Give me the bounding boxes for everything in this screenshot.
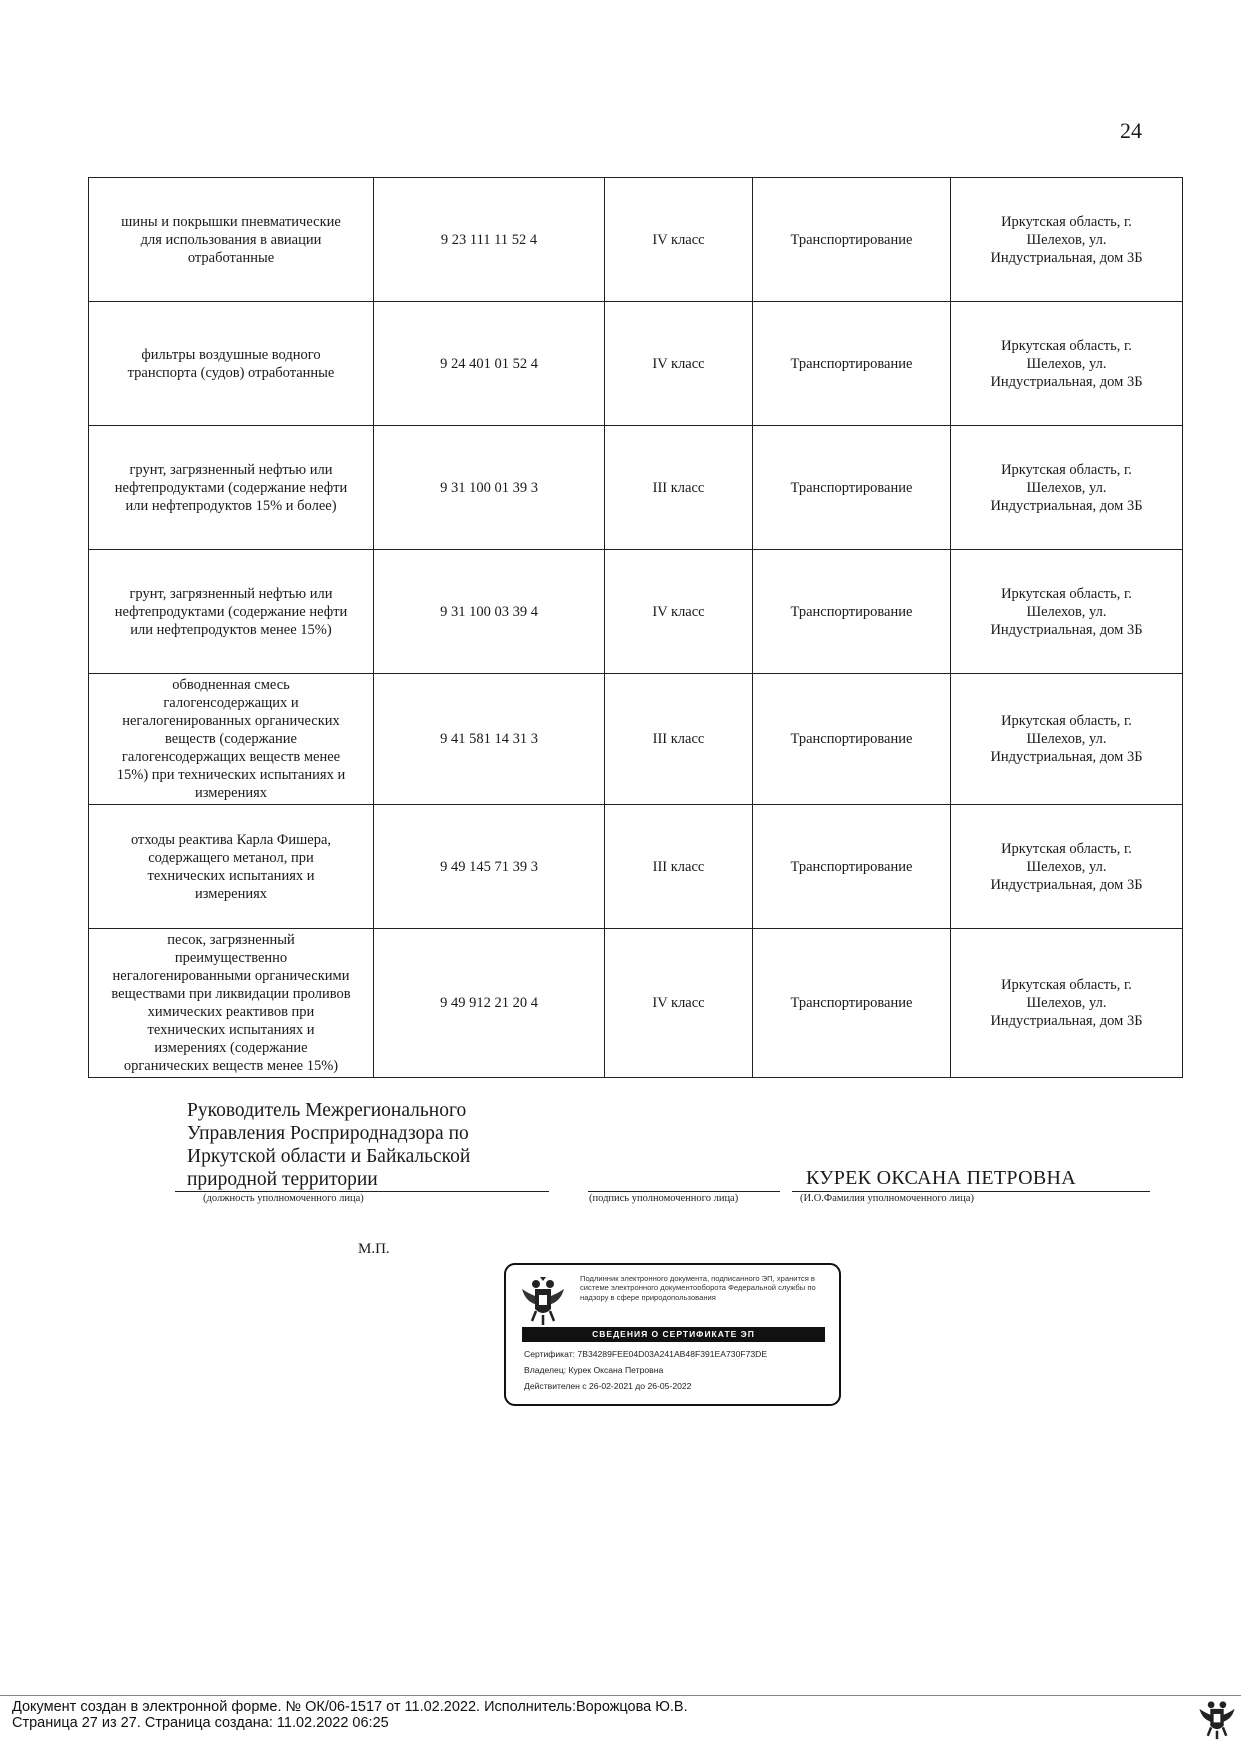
table-row: [89, 805, 1183, 929]
document-footer: [12, 1699, 688, 1731]
hazard-class-cell: IV класс: [605, 178, 753, 302]
seal-mark: М.П.: [358, 1241, 390, 1257]
address-line: Шелехов, ул.: [1026, 355, 1107, 372]
waste-name-line: отработанные: [187, 249, 275, 266]
waste-name-line: песок, загрязненный: [167, 932, 295, 948]
waste-name-line: измерениях (содержание: [154, 1040, 308, 1056]
footer-line: Страница 27 из 27. Страница создана: 11.02.2022 06:25: [12, 1715, 389, 1731]
waste-name-line: шины и покрышки пневматические: [121, 213, 341, 230]
position-line: Руководитель Межрегионального: [187, 1100, 467, 1121]
address-cell: [951, 805, 1183, 929]
fkko-code-cell: 9 31 100 01 39 3: [374, 426, 605, 550]
waste-name-cell: [89, 426, 374, 550]
waste-name-line: для использования в авиации: [140, 231, 322, 248]
table-row: [89, 178, 1183, 302]
position-line: природной территории: [187, 1169, 378, 1190]
waste-name-line: нефтепродуктами (содержание нефти: [114, 603, 348, 620]
name-caption: (И.О.Фамилия уполномоченного лица): [800, 1193, 974, 1204]
waste-name-line: веществ (содержание: [165, 731, 297, 747]
waste-name-cell: [89, 929, 374, 1078]
stamp-header: СВЕДЕНИЯ О СЕРТИФИКАТЕ ЭП: [522, 1327, 825, 1342]
address-line: Шелехов, ул.: [1026, 995, 1107, 1011]
signature-caption: (подпись уполномоченного лица): [589, 1193, 739, 1204]
waste-name-line: грунт, загрязненный нефтью или: [129, 461, 333, 478]
hazard-class-cell: III класс: [605, 426, 753, 550]
address-line: Иркутская область, г.: [1001, 585, 1132, 602]
hazard-class-cell: III класс: [605, 674, 753, 805]
table-row: [89, 426, 1183, 550]
waste-name-line: органических веществ менее 15%): [123, 1058, 339, 1074]
name-underline: [792, 1191, 1150, 1192]
operation-cell: Транспортирование: [753, 550, 951, 674]
waste-name-line: или нефтепродуктов менее 15%): [130, 621, 332, 638]
certificate-validity: Действителен с 26-02-2021 до 26-05-2022: [524, 1381, 692, 1391]
fkko-code-cell: 9 31 100 03 39 4: [374, 550, 605, 674]
address-cell: [951, 550, 1183, 674]
address-line: Шелехов, ул.: [1026, 479, 1107, 496]
waste-name-line: технических испытаниях и: [147, 1022, 315, 1038]
address-line: Иркутская область, г.: [1001, 337, 1132, 354]
waste-name-line: обводненная смесь: [172, 677, 290, 693]
waste-table: [88, 177, 1183, 1078]
hazard-class-cell: IV класс: [605, 550, 753, 674]
waste-name-line: преимущественно: [174, 950, 288, 966]
waste-name-line: содержащего метанол, при: [148, 849, 314, 866]
operation-cell: Транспортирование: [753, 302, 951, 426]
operation-cell: Транспортирование: [753, 929, 951, 1078]
fkko-code-cell: 9 23 111 11 52 4: [374, 178, 605, 302]
fkko-code-cell: 9 49 912 21 20 4: [374, 929, 605, 1078]
table-row: [89, 929, 1183, 1078]
waste-name-line: отходы реактива Карла Фишера,: [130, 831, 332, 848]
address-line: Иркутская область, г.: [1001, 213, 1132, 230]
coat-of-arms-icon: [1196, 1697, 1238, 1741]
operation-cell: Транспортирование: [753, 426, 951, 550]
official-name: КУРЕК ОКСАНА ПЕТРОВНА: [806, 1167, 1076, 1189]
fkko-code-cell: 9 24 401 01 52 4: [374, 302, 605, 426]
position-line: Управления Росприроднадзора по: [187, 1123, 469, 1144]
address-line: Индустриальная, дом 3Б: [990, 497, 1143, 514]
waste-name-line: галогенсодержащих и: [163, 695, 299, 711]
waste-name-line: или нефтепродуктов 15% и более): [125, 497, 337, 514]
address-line: Шелехов, ул.: [1026, 731, 1107, 747]
address-line: Индустриальная, дом 3Б: [990, 749, 1143, 765]
waste-name-line: фильтры воздушные водного: [141, 346, 321, 363]
fkko-code-cell: 9 49 145 71 39 3: [374, 805, 605, 929]
hazard-class-cell: IV класс: [605, 302, 753, 426]
waste-name-line: химических реактивов при: [147, 1004, 315, 1020]
waste-name-line: негалогенированными органическими: [112, 968, 350, 984]
official-position-title: [187, 1099, 517, 1191]
waste-name-line: нефтепродуктами (содержание нефти: [114, 479, 348, 496]
fkko-code-cell: 9 41 581 14 31 3: [374, 674, 605, 805]
operation-cell: Транспортирование: [753, 805, 951, 929]
address-cell: [951, 178, 1183, 302]
waste-table-body: [89, 178, 1183, 1078]
address-line: Иркутская область, г.: [1001, 713, 1132, 729]
waste-name-cell: [89, 550, 374, 674]
waste-name-cell: [89, 302, 374, 426]
waste-name-cell: [89, 805, 374, 929]
footer-divider: [0, 1695, 1241, 1696]
waste-name-line: галогенсодержащих веществ менее: [121, 749, 341, 765]
electronic-signature-stamp: [504, 1263, 841, 1406]
waste-name-cell: [89, 178, 374, 302]
address-line: Индустриальная, дом 3Б: [990, 373, 1143, 390]
address-line: Иркутская область, г.: [1001, 977, 1132, 993]
address-line: Индустриальная, дом 3Б: [990, 1013, 1143, 1029]
hazard-class-cell: III класс: [605, 805, 753, 929]
position-underline: [175, 1191, 549, 1192]
waste-name-line: 15%) при технических испытаниях и: [116, 767, 346, 783]
address-cell: [951, 929, 1183, 1078]
address-line: Шелехов, ул.: [1026, 603, 1107, 620]
operation-cell: Транспортирование: [753, 674, 951, 805]
signature-underline: [588, 1191, 780, 1192]
position-line: Иркутской области и Байкальской: [187, 1146, 471, 1167]
coat-of-arms-icon: [518, 1275, 568, 1327]
table-row: [89, 674, 1183, 805]
waste-name-line: веществами при ликвидации проливов: [111, 986, 351, 1002]
waste-name-line: измерениях: [194, 785, 268, 801]
position-caption: (должность уполномоченного лица): [203, 1193, 364, 1204]
address-line: Иркутская область, г.: [1001, 840, 1132, 857]
address-cell: [951, 674, 1183, 805]
waste-name-line: негалогенированных органических: [122, 713, 340, 729]
waste-name-cell: [89, 674, 374, 805]
address-line: Индустриальная, дом 3Б: [990, 249, 1143, 266]
table-row: [89, 302, 1183, 426]
waste-name-line: технических испытаниях и: [147, 867, 315, 884]
address-cell: [951, 426, 1183, 550]
address-line: Шелехов, ул.: [1026, 231, 1107, 248]
certificate-owner: Владелец: Курек Оксана Петровна: [524, 1365, 664, 1375]
stamp-notice: Подлинник электронного документа, подписанного ЭП, хранится в системе электронного документооборота Федеральной службы по надзору в сфере природопользования: [580, 1274, 816, 1302]
table-row: [89, 550, 1183, 674]
page-number: 24: [1120, 118, 1142, 143]
footer-line: Документ создан в электронной форме. № ОК/06-1517 от 11.02.2022. Исполнитель:Ворожцова Ю.В.: [12, 1699, 688, 1715]
certificate-number: Сертификат: 7B34289FEE04D03A241AB48F391EA730F73DE: [524, 1349, 768, 1359]
address-line: Шелехов, ул.: [1026, 858, 1107, 875]
waste-name-line: грунт, загрязненный нефтью или: [129, 585, 333, 602]
address-line: Индустриальная, дом 3Б: [990, 876, 1143, 893]
operation-cell: Транспортирование: [753, 178, 951, 302]
address-line: Индустриальная, дом 3Б: [990, 621, 1143, 638]
waste-name-line: измерениях: [194, 885, 268, 902]
address-cell: [951, 302, 1183, 426]
address-line: Иркутская область, г.: [1001, 461, 1132, 478]
hazard-class-cell: IV класс: [605, 929, 753, 1078]
waste-name-line: транспорта (судов) отработанные: [127, 364, 335, 381]
